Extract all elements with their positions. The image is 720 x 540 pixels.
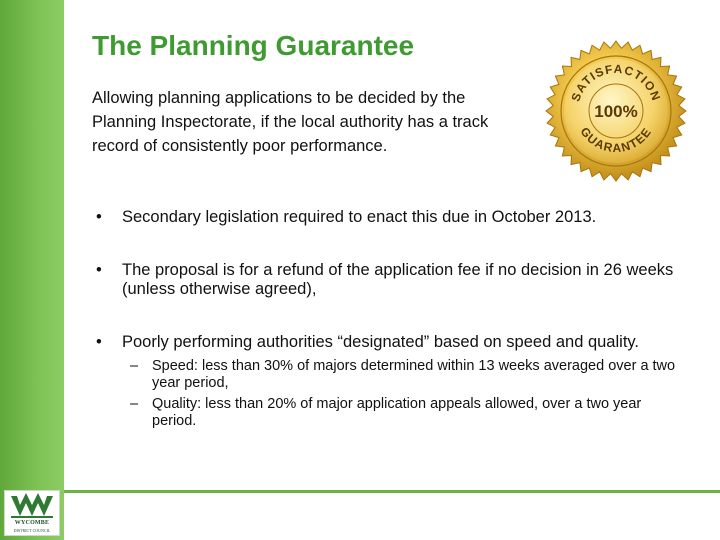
bullet-text: Poorly performing authorities “designated” based on speed and quality. bbox=[122, 333, 640, 351]
bullet-item bbox=[96, 333, 696, 430]
council-logo bbox=[4, 490, 60, 536]
logo-line-2: DISTRICT COUNCIL bbox=[13, 528, 51, 533]
intro-paragraph: Allowing planning applications to be decided by the Planning Inspectorate, if the local authority has a track record of consistently poor performance. bbox=[92, 89, 489, 155]
bullet-text: Secondary legislation required to enact this due in October 2013. bbox=[122, 208, 597, 226]
seal-top-text: SATISFACTION bbox=[568, 61, 664, 104]
sub-bullet-item bbox=[122, 358, 677, 392]
bullet-list bbox=[96, 208, 696, 430]
footer-divider bbox=[64, 490, 720, 493]
logo-line-1: WYCOMBE bbox=[14, 520, 50, 526]
sub-bullet-dash: – bbox=[130, 358, 139, 374]
sub-bullet-text: Speed: less than 30% of majors determined within 13 weeks averaged over a two year period, bbox=[152, 358, 676, 391]
sub-bullet-item bbox=[122, 396, 677, 430]
bullet-item bbox=[96, 208, 696, 227]
page-title: The Planning Guarantee bbox=[92, 30, 415, 61]
satisfaction-guarantee-seal bbox=[545, 40, 687, 182]
seal-bottom-text: GUARANTEE bbox=[577, 124, 655, 156]
bullet-text: The proposal is for a refund of the application fee if no decision in 26 weeks (unless otherwise agreed), bbox=[122, 261, 674, 298]
sub-bullet-text: Quality: less than 20% of major application appeals allowed, over a two year period. bbox=[152, 396, 642, 429]
bullet-dot: • bbox=[96, 333, 102, 351]
bullet-item bbox=[96, 261, 696, 299]
bullet-dot: • bbox=[96, 208, 102, 226]
sub-bullet-dash: – bbox=[130, 396, 139, 412]
seal-center-text: 100% bbox=[594, 102, 638, 121]
logo-mark-icon bbox=[7, 493, 57, 519]
bullet-dot: • bbox=[96, 261, 102, 279]
sub-bullet-list bbox=[122, 358, 696, 430]
side-accent-bar bbox=[0, 0, 64, 540]
